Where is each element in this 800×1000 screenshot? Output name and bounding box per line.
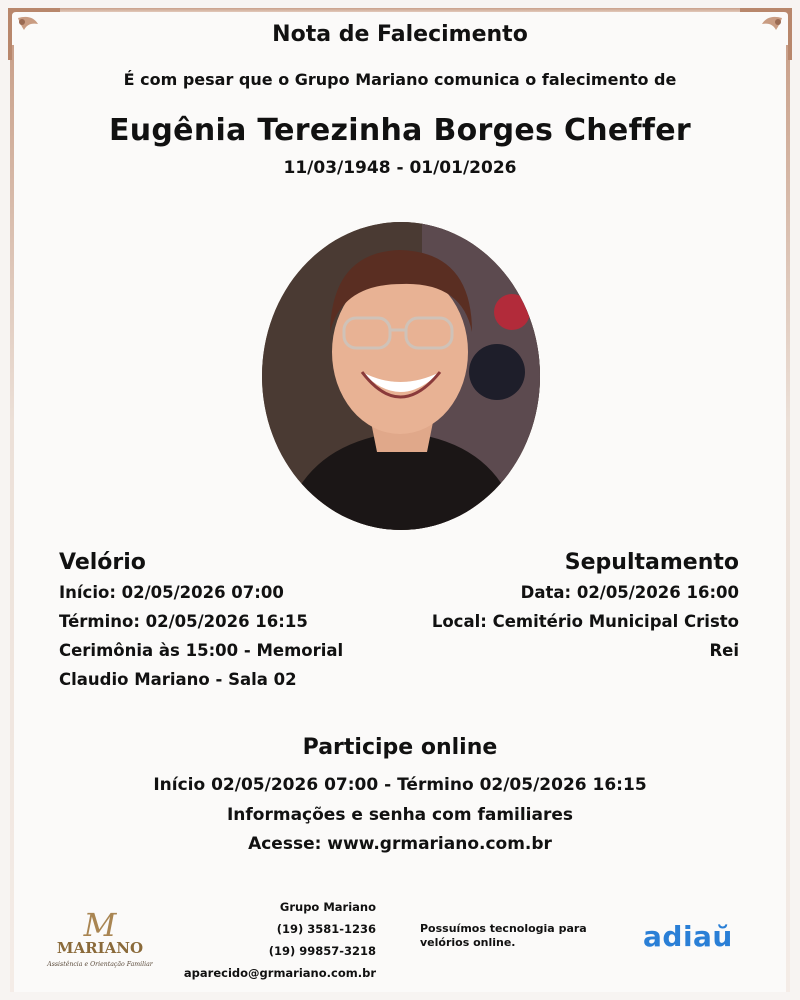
contact-email[interactable]: aparecido@grmariano.com.br (183, 966, 376, 980)
velorio-line: Claudio Mariano - Sala 02 (59, 670, 297, 689)
online-password-info: Informações e senha com familiares (226, 805, 574, 825)
velorio-line: Término: 02/05/2026 16:15 (59, 612, 308, 631)
sepultamento-heading: Sepultamento (564, 550, 739, 575)
online-access-link[interactable]: Acesse: www.grmariano.com.br (248, 834, 552, 854)
sepultamento-line: Rei (709, 641, 739, 660)
grupo-mariano-logo (44, 906, 156, 976)
velorio-line: Início: 02/05/2026 07:00 (59, 583, 284, 602)
tech-note (420, 922, 610, 950)
deceased-name: Eugênia Terezinha Borges Cheffer (108, 113, 692, 148)
mariano-logo-subtitle: Assistência e Orientação Familiar (47, 961, 153, 968)
contact-phone: (19) 99857-3218 (268, 944, 376, 958)
contact-phone: (19) 3581-1236 (276, 922, 376, 936)
online-heading: Participe online (302, 735, 498, 760)
velorio-line: Cerimônia às 15:00 - Memorial (59, 641, 344, 660)
velorio-section (59, 548, 379, 694)
velorio-heading: Velório (59, 550, 146, 575)
notice-intro: É com pesar que o Grupo Mariano comunica o falecimento de (123, 70, 677, 89)
sepultamento-line: Local: Cemitério Municipal Cristo (431, 612, 739, 631)
adiau-logo: adiaŭ (643, 920, 733, 953)
sepultamento-section (405, 548, 739, 665)
mariano-logo-text: MARIANO (56, 939, 144, 957)
frame-border-top (40, 8, 760, 12)
sepultamento-line: Data: 02/05/2026 16:00 (520, 583, 739, 602)
notice-title: Nota de Falecimento (272, 22, 528, 47)
deceased-photo (262, 222, 540, 530)
tech-note-line: Possuímos tecnologia para (420, 922, 587, 935)
contact-block (180, 896, 376, 984)
contact-company: Grupo Mariano (279, 900, 376, 914)
tech-note-line: velórios online. (420, 936, 516, 949)
life-dates: 11/03/1948 - 01/01/2026 (283, 158, 517, 178)
svg-text:M: M (83, 906, 117, 944)
online-schedule: Início 02/05/2026 07:00 - Término 02/05/2026 16:15 (153, 775, 647, 795)
